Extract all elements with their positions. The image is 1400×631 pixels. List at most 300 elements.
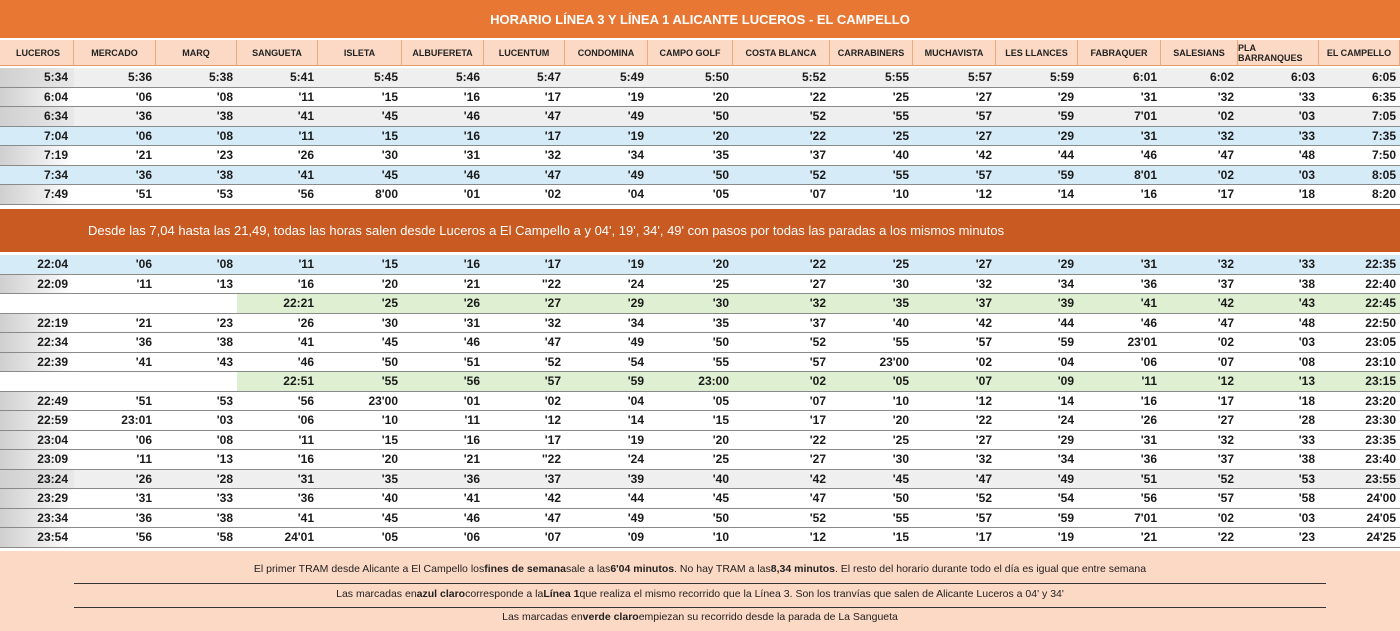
- time-cell-el-campello: 8:20: [1371, 187, 1396, 202]
- time-cell-fabraquer: '46: [1140, 148, 1157, 163]
- header-condomina: CONDOMINA: [565, 40, 648, 66]
- time-cell-mercado: '06: [135, 432, 152, 447]
- time-cell-costa-blanca: '57: [809, 354, 826, 369]
- time-cell-albufereta: '06: [463, 530, 480, 545]
- time-cell-marq: '23: [216, 148, 233, 163]
- time-cell-mercado: '36: [135, 167, 152, 182]
- time-cell-muchavista: '32: [975, 452, 992, 467]
- time-cell-el-campello: 23:10: [1365, 354, 1396, 369]
- time-cell-sangueta: '41: [297, 335, 314, 350]
- table-row: [0, 489, 1400, 509]
- time-cell-isleta: '30: [381, 148, 398, 163]
- time-cell-pla-barranques: '03: [1298, 510, 1315, 525]
- time-cell-fabraquer: '31: [1140, 257, 1157, 272]
- time-cell-condomina: '19: [627, 128, 644, 143]
- time-cell-costa-blanca: '42: [809, 471, 826, 486]
- time-cell-les-llances: '59: [1057, 335, 1074, 350]
- time-cell-marq: '08: [216, 128, 233, 143]
- time-cell-les-llances: '59: [1057, 510, 1074, 525]
- time-cell-el-campello: 24'05: [1366, 510, 1396, 525]
- time-cell-mercado: '26: [135, 471, 152, 486]
- time-cell-carrabiners: '30: [892, 452, 909, 467]
- time-cell-carrabiners: '10: [892, 187, 909, 202]
- time-cell-luceros: 5:34: [0, 68, 74, 87]
- time-cell-pla-barranques: '43: [1238, 294, 1319, 313]
- time-cell-muchavista: '47: [975, 471, 992, 486]
- time-cell-luceros: 22:49: [0, 392, 74, 411]
- time-cell-isleta: '15: [381, 432, 398, 447]
- note-weekends-bold-a: fines de semana: [484, 563, 566, 575]
- note-blue-text-a: Las marcadas en: [336, 588, 417, 600]
- time-cell-el-campello: 7:05: [1371, 109, 1396, 124]
- time-cell-fabraquer: '26: [1140, 413, 1157, 428]
- time-cell-carrabiners: '55: [892, 510, 909, 525]
- time-cell-condomina: '09: [627, 530, 644, 545]
- time-cell-condomina: '49: [627, 510, 644, 525]
- time-cell-pla-barranques: '03: [1298, 335, 1315, 350]
- time-cell-campo-golf: '25: [712, 452, 729, 467]
- time-cell-luceros: 22:19: [0, 314, 74, 333]
- header-row: [0, 40, 1400, 68]
- time-cell-salesians: '12: [1161, 372, 1238, 391]
- time-cell-condomina: '04: [627, 187, 644, 202]
- header-el-campello: EL CAMPELLO: [1319, 40, 1400, 66]
- time-cell-les-llances: '14: [1057, 187, 1074, 202]
- time-cell-luceros: 22:34: [0, 333, 74, 352]
- time-cell-mercado: '21: [135, 148, 152, 163]
- time-cell-pla-barranques: 6:03: [1290, 70, 1315, 85]
- time-cell-mercado: '06: [135, 89, 152, 104]
- time-cell-marq: '38: [216, 167, 233, 182]
- time-cell-lucentum: '12: [544, 413, 561, 428]
- time-cell-costa-blanca: '27: [809, 276, 826, 291]
- time-cell-mercado: '06: [135, 128, 152, 143]
- time-cell-costa-blanca: '22: [809, 128, 826, 143]
- time-cell-sangueta: 5:41: [289, 70, 314, 85]
- time-cell-fabraquer: '16: [1140, 187, 1157, 202]
- time-cell-costa-blanca: '22: [809, 257, 826, 272]
- time-cell-lucentum: '17: [544, 128, 561, 143]
- time-cell-pla-barranques: '33: [1298, 432, 1315, 447]
- time-cell-luceros: 7:04: [0, 127, 74, 146]
- time-cell-marq: [156, 294, 237, 313]
- time-cell-isleta: '45: [381, 335, 398, 350]
- time-cell-costa-blanca: '22: [809, 432, 826, 447]
- time-cell-carrabiners: '50: [892, 491, 909, 506]
- time-cell-campo-golf: '35: [712, 315, 729, 330]
- time-cell-muchavista: '22: [975, 413, 992, 428]
- time-cell-luceros: 7:34: [0, 166, 74, 185]
- time-cell-campo-golf: '30: [648, 294, 733, 313]
- time-cell-condomina: '39: [627, 471, 644, 486]
- time-cell-costa-blanca: '07: [809, 393, 826, 408]
- time-cell-el-campello: 6:35: [1371, 89, 1396, 104]
- time-cell-carrabiners: '10: [892, 393, 909, 408]
- table-row: [0, 294, 1400, 314]
- time-cell-costa-blanca: '52: [809, 109, 826, 124]
- table-row: [0, 333, 1400, 353]
- time-cell-pla-barranques: '08: [1298, 354, 1315, 369]
- time-cell-carrabiners: '55: [892, 109, 909, 124]
- time-cell-pla-barranques: '48: [1298, 148, 1315, 163]
- note-weekends-text-c: . No hay TRAM a las: [674, 563, 771, 575]
- time-cell-marq: '13: [216, 276, 233, 291]
- time-cell-condomina: '19: [627, 432, 644, 447]
- time-cell-les-llances: '14: [1057, 393, 1074, 408]
- header-muchavista: MUCHAVISTA: [913, 40, 996, 66]
- time-cell-carrabiners: '05: [830, 372, 913, 391]
- time-cell-campo-golf: '50: [712, 335, 729, 350]
- time-cell-muchavista: '57: [975, 109, 992, 124]
- time-cell-condomina: '49: [627, 335, 644, 350]
- time-cell-lucentum: '07: [544, 530, 561, 545]
- time-cell-fabraquer: '31: [1140, 128, 1157, 143]
- note-blue-text-b: corresponde a la: [465, 588, 544, 600]
- time-cell-isleta: 23'00: [368, 393, 398, 408]
- time-cell-les-llances: '44: [1057, 315, 1074, 330]
- time-cell-marq: '08: [216, 257, 233, 272]
- time-cell-campo-golf: '50: [712, 109, 729, 124]
- time-cell-sangueta: '11: [298, 128, 314, 143]
- time-cell-el-campello: 22:35: [1365, 257, 1396, 272]
- time-cell-pla-barranques: '18: [1298, 187, 1315, 202]
- time-cell-muchavista: '52: [975, 491, 992, 506]
- header-luceros: LUCEROS: [0, 40, 74, 66]
- time-cell-les-llances: '54: [1057, 491, 1074, 506]
- header-marq: MARQ: [156, 40, 237, 66]
- time-cell-campo-golf: 5:50: [704, 70, 729, 85]
- time-cell-lucentum: ''22: [541, 452, 561, 467]
- header-lucentum: LUCENTUM: [484, 40, 565, 66]
- time-cell-salesians: '32: [1217, 128, 1234, 143]
- time-cell-fabraquer: 7'01: [1134, 109, 1157, 124]
- time-cell-lucentum: ''22: [541, 276, 561, 291]
- table-row: [0, 275, 1400, 295]
- time-cell-condomina: '24: [627, 276, 644, 291]
- time-cell-albufereta: '01: [463, 393, 480, 408]
- time-cell-albufereta: '16: [463, 257, 480, 272]
- time-cell-fabraquer: 7'01: [1134, 510, 1157, 525]
- time-cell-lucentum: '17: [544, 89, 561, 104]
- time-cell-costa-blanca: '07: [809, 187, 826, 202]
- time-cell-campo-golf: '25: [712, 276, 729, 291]
- time-cell-costa-blanca: '52: [809, 335, 826, 350]
- time-cell-lucentum: '47: [544, 510, 561, 525]
- time-cell-les-llances: '04: [1057, 354, 1074, 369]
- time-cell-luceros: 23:34: [0, 509, 74, 528]
- time-cell-les-llances: '09: [996, 372, 1078, 391]
- time-cell-salesians: '22: [1217, 530, 1234, 545]
- time-cell-mercado: '31: [135, 491, 152, 506]
- time-cell-luceros: [0, 294, 74, 313]
- time-cell-marq: '13: [216, 452, 233, 467]
- time-cell-isleta: '30: [381, 315, 398, 330]
- header-isleta: ISLETA: [318, 40, 402, 66]
- time-cell-isleta: 5:45: [373, 70, 398, 85]
- time-cell-albufereta: '46: [463, 109, 480, 124]
- time-cell-marq: '53: [216, 393, 233, 408]
- header-fabraquer: FABRAQUER: [1078, 40, 1161, 66]
- time-cell-luceros: 23:29: [0, 489, 74, 508]
- time-cell-albufereta: '11: [464, 413, 480, 428]
- time-cell-pla-barranques: '53: [1298, 471, 1315, 486]
- time-cell-carrabiners: '25: [892, 89, 909, 104]
- time-cell-sangueta: 22:21: [237, 294, 318, 313]
- time-cell-fabraquer: '36: [1140, 276, 1157, 291]
- time-cell-pla-barranques: '38: [1298, 276, 1315, 291]
- time-cell-marq: '53: [216, 187, 233, 202]
- time-cell-salesians: '27: [1217, 413, 1234, 428]
- table-row: [0, 88, 1400, 108]
- time-cell-costa-blanca: '02: [733, 372, 830, 391]
- time-cell-mercado: '51: [135, 393, 152, 408]
- time-cell-salesians: '02: [1217, 510, 1234, 525]
- time-cell-fabraquer: '11: [1078, 372, 1161, 391]
- time-cell-pla-barranques: '03: [1298, 167, 1315, 182]
- time-cell-albufereta: '51: [463, 354, 480, 369]
- time-cell-costa-blanca: '12: [809, 530, 826, 545]
- time-cell-sangueta: '31: [297, 471, 314, 486]
- time-cell-carrabiners: 23'00: [879, 354, 909, 369]
- time-cell-mercado: '11: [136, 452, 152, 467]
- time-cell-costa-blanca: '47: [809, 491, 826, 506]
- table-row: [0, 107, 1400, 127]
- time-cell-campo-golf: 23:00: [648, 372, 733, 391]
- time-cell-muchavista: '27: [975, 257, 992, 272]
- time-cell-isleta: '45: [381, 109, 398, 124]
- table-row: [0, 372, 1400, 392]
- time-cell-sangueta: '41: [297, 109, 314, 124]
- time-cell-luceros: 6:34: [0, 107, 74, 126]
- time-cell-les-llances: '49: [1057, 471, 1074, 486]
- time-cell-lucentum: '42: [544, 491, 561, 506]
- time-cell-muchavista: '12: [975, 393, 992, 408]
- time-cell-salesians: 6:02: [1209, 70, 1234, 85]
- time-cell-luceros: 22:09: [0, 275, 74, 294]
- header-campo-golf: CAMPO GOLF: [648, 40, 733, 66]
- time-cell-pla-barranques: '58: [1298, 491, 1315, 506]
- time-cell-sangueta: '16: [297, 452, 314, 467]
- time-cell-lucentum: '17: [544, 257, 561, 272]
- time-cell-carrabiners: '25: [892, 128, 909, 143]
- time-cell-sangueta: 22:51: [237, 372, 318, 391]
- table-row: [0, 127, 1400, 147]
- time-cell-marq: '38: [216, 109, 233, 124]
- header-les-llances: LES LLANCES: [996, 40, 1078, 66]
- time-cell-el-campello: 24'25: [1366, 530, 1396, 545]
- time-cell-les-llances: '29: [1057, 257, 1074, 272]
- time-cell-condomina: '29: [565, 294, 648, 313]
- time-cell-carrabiners: '45: [892, 471, 909, 486]
- time-cell-el-campello: 7:50: [1371, 148, 1396, 163]
- time-cell-sangueta: '11: [298, 89, 314, 104]
- time-cell-condomina: '49: [627, 167, 644, 182]
- time-cell-albufereta: '46: [463, 167, 480, 182]
- time-cell-albufereta: '31: [463, 148, 480, 163]
- time-cell-isleta: '50: [381, 354, 398, 369]
- time-cell-les-llances: '34: [1057, 276, 1074, 291]
- note-blue: [74, 582, 1326, 606]
- header-pla-barranques: PLA BARRANQUES: [1238, 40, 1319, 66]
- time-cell-luceros: 23:09: [0, 450, 74, 469]
- table-row: [0, 392, 1400, 412]
- time-cell-albufereta: '36: [463, 471, 480, 486]
- time-cell-marq: '03: [216, 413, 233, 428]
- time-cell-el-campello: 6:05: [1371, 70, 1396, 85]
- time-cell-salesians: '32: [1217, 257, 1234, 272]
- time-cell-costa-blanca: '52: [809, 510, 826, 525]
- time-cell-isleta: '15: [381, 128, 398, 143]
- time-cell-pla-barranques: '28: [1298, 413, 1315, 428]
- time-cell-pla-barranques: '33: [1298, 89, 1315, 104]
- time-cell-costa-blanca: '27: [809, 452, 826, 467]
- table-row: [0, 450, 1400, 470]
- time-cell-mercado: [74, 294, 156, 313]
- time-cell-condomina: '54: [627, 354, 644, 369]
- table-row: [0, 68, 1400, 88]
- time-cell-les-llances: '29: [1057, 128, 1074, 143]
- time-cell-marq: 5:38: [208, 70, 233, 85]
- time-cell-el-campello: 23:40: [1365, 452, 1396, 467]
- notes-section: [0, 551, 1400, 631]
- time-cell-muchavista: '57: [975, 510, 992, 525]
- time-cell-mercado: '21: [135, 315, 152, 330]
- time-cell-pla-barranques: '13: [1238, 372, 1319, 391]
- time-cell-salesians: '32: [1217, 89, 1234, 104]
- time-cell-isleta: '15: [381, 89, 398, 104]
- time-cell-carrabiners: '20: [892, 413, 909, 428]
- time-cell-campo-golf: '10: [712, 530, 729, 545]
- time-cell-campo-golf: '20: [712, 432, 729, 447]
- note-green: [74, 605, 1326, 629]
- time-cell-muchavista: '17: [975, 530, 992, 545]
- time-cell-muchavista: '42: [975, 148, 992, 163]
- frequency-banner: Desde las 7,04 hasta las 21,49, todas las horas salen desde Luceros a El Campello a y 04', 19', 34', 49' con pasos por todas las paradas a los mismos minutos: [0, 209, 1400, 252]
- time-cell-el-campello: 22:45: [1319, 294, 1400, 313]
- time-cell-marq: '58: [216, 530, 233, 545]
- note-green-text-a: Las marcadas en: [502, 611, 583, 623]
- time-cell-salesians: '47: [1217, 148, 1234, 163]
- time-cell-isleta: '15: [381, 257, 398, 272]
- time-cell-condomina: '14: [627, 413, 644, 428]
- time-cell-condomina: '34: [627, 148, 644, 163]
- time-cell-mercado: '51: [135, 187, 152, 202]
- time-cell-isleta: '35: [381, 471, 398, 486]
- time-cell-costa-blanca: '37: [809, 315, 826, 330]
- time-cell-condomina: '24: [627, 452, 644, 467]
- time-cell-lucentum: '32: [544, 315, 561, 330]
- time-cell-carrabiners: '55: [892, 167, 909, 182]
- time-cell-costa-blanca: '32: [733, 294, 830, 313]
- time-cell-el-campello: 23:30: [1365, 413, 1396, 428]
- time-cell-salesians: '37: [1217, 276, 1234, 291]
- time-cell-campo-golf: '05: [712, 393, 729, 408]
- time-cell-marq: '23: [216, 315, 233, 330]
- time-cell-albufereta: '16: [463, 89, 480, 104]
- time-cell-campo-golf: '35: [712, 148, 729, 163]
- time-cell-luceros: 23:04: [0, 431, 74, 450]
- time-cell-albufereta: '41: [463, 491, 480, 506]
- time-cell-sangueta: '11: [298, 257, 314, 272]
- time-cell-costa-blanca: '37: [809, 148, 826, 163]
- time-cell-sangueta: '41: [297, 167, 314, 182]
- time-cell-mercado: '36: [135, 335, 152, 350]
- time-cell-isleta: '45: [381, 167, 398, 182]
- time-cell-el-campello: 23:20: [1365, 393, 1396, 408]
- time-cell-luceros: 22:04: [0, 255, 74, 274]
- time-cell-lucentum: '52: [544, 354, 561, 369]
- time-cell-carrabiners: '25: [892, 432, 909, 447]
- table-row: [0, 314, 1400, 334]
- time-cell-albufereta: '31: [463, 315, 480, 330]
- time-cell-fabraquer: '41: [1078, 294, 1161, 313]
- time-cell-pla-barranques: '03: [1298, 109, 1315, 124]
- note-weekends-text-b: sale a las: [565, 563, 611, 575]
- time-cell-mercado: '11: [136, 276, 152, 291]
- time-cell-luceros: 22:59: [0, 411, 74, 430]
- time-cell-luceros: 7:19: [0, 146, 74, 165]
- time-cell-mercado: '36: [135, 109, 152, 124]
- time-cell-mercado: '56: [135, 530, 152, 545]
- time-cell-salesians: '37: [1217, 452, 1234, 467]
- time-cell-pla-barranques: '18: [1298, 393, 1315, 408]
- time-cell-salesians: '32: [1217, 432, 1234, 447]
- time-cell-les-llances: '24: [1057, 413, 1074, 428]
- time-cell-salesians: '02: [1217, 335, 1234, 350]
- time-cell-pla-barranques: '48: [1298, 315, 1315, 330]
- time-cell-muchavista: 5:57: [967, 70, 992, 85]
- time-cell-muchavista: '27: [975, 432, 992, 447]
- time-cell-fabraquer: 6:01: [1132, 70, 1157, 85]
- time-cell-campo-golf: '20: [712, 128, 729, 143]
- time-cell-campo-golf: '50: [712, 167, 729, 182]
- time-cell-marq: '43: [216, 354, 233, 369]
- header-salesians: SALESIANS: [1161, 40, 1238, 66]
- time-cell-isleta: '25: [318, 294, 402, 313]
- time-cell-sangueta: '56: [297, 187, 314, 202]
- time-cell-lucentum: '47: [544, 335, 561, 350]
- time-cell-pla-barranques: '23: [1298, 530, 1315, 545]
- time-cell-fabraquer: 8'01: [1134, 167, 1157, 182]
- note-blue-text-c: que realiza el mismo recorrido que la Línea 3. Son los tranvías que salen de Alicante Luceros a 04' y 34': [579, 588, 1064, 600]
- table-row: [0, 528, 1400, 548]
- time-cell-carrabiners: 5:55: [884, 70, 909, 85]
- time-cell-lucentum: '32: [544, 148, 561, 163]
- time-cell-salesians: '07: [1217, 354, 1234, 369]
- time-cell-lucentum: '37: [544, 471, 561, 486]
- time-cell-fabraquer: '46: [1140, 315, 1157, 330]
- time-cell-isleta: '45: [381, 510, 398, 525]
- time-cell-luceros: 6:04: [0, 88, 74, 107]
- note-green-text-b: empiezan su recorrido desde la parada de La Sangueta: [638, 611, 898, 623]
- time-cell-isleta: '20: [381, 452, 398, 467]
- time-cell-sangueta: '56: [297, 393, 314, 408]
- time-cell-el-campello: 24'00: [1366, 491, 1396, 506]
- time-cell-mercado: 23:01: [121, 413, 152, 428]
- time-cell-albufereta: 5:46: [455, 70, 480, 85]
- time-cell-costa-blanca: '22: [809, 89, 826, 104]
- time-cell-el-campello: 8:05: [1371, 167, 1396, 182]
- time-cell-lucentum: '27: [484, 294, 565, 313]
- time-cell-salesians: '17: [1217, 393, 1234, 408]
- time-cell-el-campello: 7:35: [1371, 128, 1396, 143]
- time-cell-el-campello: 23:05: [1365, 335, 1396, 350]
- time-cell-lucentum: '57: [484, 372, 565, 391]
- time-cell-pla-barranques: '33: [1298, 257, 1315, 272]
- time-cell-lucentum: '02: [544, 393, 561, 408]
- time-cell-sangueta: '46: [297, 354, 314, 369]
- time-cell-condomina: '34: [627, 315, 644, 330]
